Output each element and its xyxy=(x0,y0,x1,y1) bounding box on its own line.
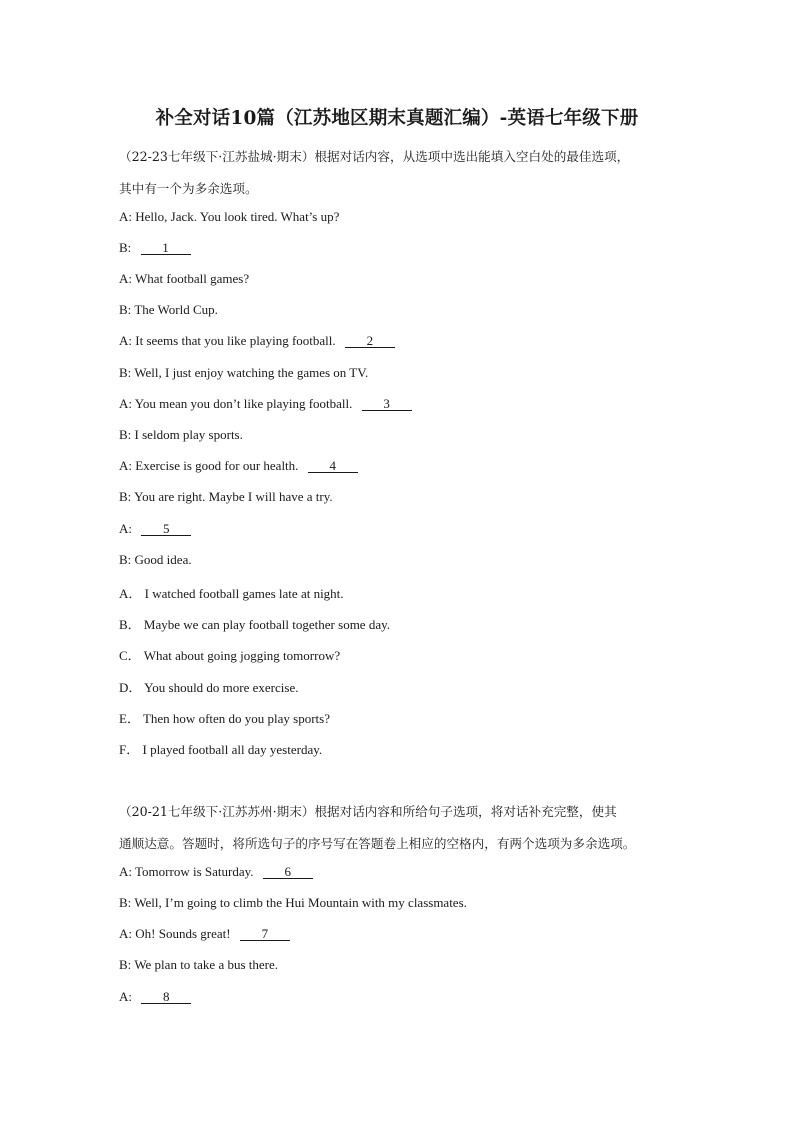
option-item xyxy=(119,739,322,758)
dialogue-text: Hello, Jack. You look tired. What’s up? xyxy=(135,209,340,224)
option-letter: F． xyxy=(119,742,140,757)
option-letter: C． xyxy=(119,648,141,663)
answer-blank[interactable]: 1 xyxy=(141,241,191,255)
speaker-label: A: xyxy=(119,458,132,473)
option-letter: A． xyxy=(119,586,142,601)
dialogue-text: It seems that you like playing football. xyxy=(135,333,336,348)
option-item xyxy=(119,614,390,633)
option-text: I played football all day yesterday. xyxy=(142,742,323,757)
dialogue-text: You mean you don’t like playing football. xyxy=(134,396,353,411)
dialogue-line xyxy=(119,989,191,1005)
page-title: 补全对话10篇（江苏地区期末真题汇编）-英语七年级下册 xyxy=(155,108,639,129)
answer-blank[interactable]: 6 xyxy=(263,865,313,879)
option-item xyxy=(119,708,330,727)
speaker-label: A: xyxy=(119,271,132,286)
dialogue-line xyxy=(119,926,290,942)
speaker-label: B: xyxy=(119,302,132,317)
dialogue-text: Tomorrow is Saturday. xyxy=(135,864,254,879)
speaker-label: B: xyxy=(119,240,132,255)
dialogue-line xyxy=(119,552,192,568)
dialogue-text: We plan to take a bus there. xyxy=(134,957,279,972)
dialogue-line xyxy=(119,521,191,537)
dialogue-line xyxy=(119,895,467,911)
speaker-label: A: xyxy=(119,864,132,879)
option-text: Then how often do you play sports? xyxy=(142,711,330,726)
option-item xyxy=(119,583,344,602)
speaker-label: B: xyxy=(119,365,132,380)
speaker-label: A: xyxy=(119,926,132,941)
dialogue-text: Oh! Sounds great! xyxy=(135,926,231,941)
dialogue-line xyxy=(119,302,218,318)
answer-blank[interactable]: 7 xyxy=(240,927,290,941)
speaker-label: A: xyxy=(119,396,132,411)
speaker-label: A: xyxy=(119,333,132,348)
dialogue-line xyxy=(119,333,395,349)
speaker-label: A: xyxy=(119,989,132,1004)
option-item xyxy=(119,645,340,664)
option-text: What about going jogging tomorrow? xyxy=(143,648,341,663)
speaker-label: B: xyxy=(119,427,132,442)
speaker-label: B: xyxy=(119,552,132,567)
dialogue-line xyxy=(119,365,368,381)
dialogue-text: I seldom play sports. xyxy=(134,427,243,442)
answer-blank[interactable]: 8 xyxy=(141,990,191,1004)
dialogue-line xyxy=(119,396,412,412)
option-item xyxy=(119,677,298,696)
dialogue-line xyxy=(119,489,333,505)
answer-blank[interactable]: 2 xyxy=(345,334,395,348)
speaker-label: A: xyxy=(119,521,132,536)
answer-blank[interactable]: 5 xyxy=(141,522,191,536)
section2-intro-line1: （20-21七年级下·江苏苏州·期末）根据对话内容和所给句子选项，将对话补充完整，使其 xyxy=(119,804,617,819)
dialogue-text: You are right. Maybe I will have a try. xyxy=(134,489,333,504)
answer-blank[interactable]: 4 xyxy=(308,459,358,473)
answer-blank[interactable]: 3 xyxy=(362,397,412,411)
dialogue-text: Exercise is good for our health. xyxy=(135,458,299,473)
dialogue-text: Well, I’m going to climb the Hui Mountain with my classmates. xyxy=(134,895,467,910)
option-text: I watched football games late at night. xyxy=(144,586,344,601)
section1-intro-line2: 其中有一个为多余选项。 xyxy=(119,181,258,196)
dialogue-text: What football games? xyxy=(135,271,250,286)
option-text: You should do more exercise. xyxy=(144,680,299,695)
dialogue-line xyxy=(119,240,191,256)
dialogue-line xyxy=(119,209,339,225)
dialogue-text: The World Cup. xyxy=(134,302,218,317)
speaker-label: B: xyxy=(119,957,132,972)
dialogue-text: Well, I just enjoy watching the games on TV. xyxy=(134,365,369,380)
option-letter: B． xyxy=(119,617,141,632)
option-letter: D． xyxy=(119,680,142,695)
speaker-label: B: xyxy=(119,895,132,910)
section1-intro-line1: （22-23七年级下·江苏盐城·期末）根据对话内容，从选项中选出能填入空白处的最佳选项， xyxy=(119,149,630,164)
dialogue-line xyxy=(119,957,278,973)
dialogue-line xyxy=(119,427,243,443)
speaker-label: A: xyxy=(119,209,132,224)
option-letter: E． xyxy=(119,711,140,726)
dialogue-line xyxy=(119,864,313,880)
speaker-label: B: xyxy=(119,489,132,504)
section2-intro-line2: 通顺达意。答题时，将所选句子的序号写在答题卷上相应的空格内，有两个选项为多余选项。 xyxy=(119,836,636,851)
dialogue-text: Good idea. xyxy=(134,552,192,567)
dialogue-line xyxy=(119,271,249,287)
option-text: Maybe we can play football together some day. xyxy=(143,617,390,632)
dialogue-line xyxy=(119,458,358,474)
